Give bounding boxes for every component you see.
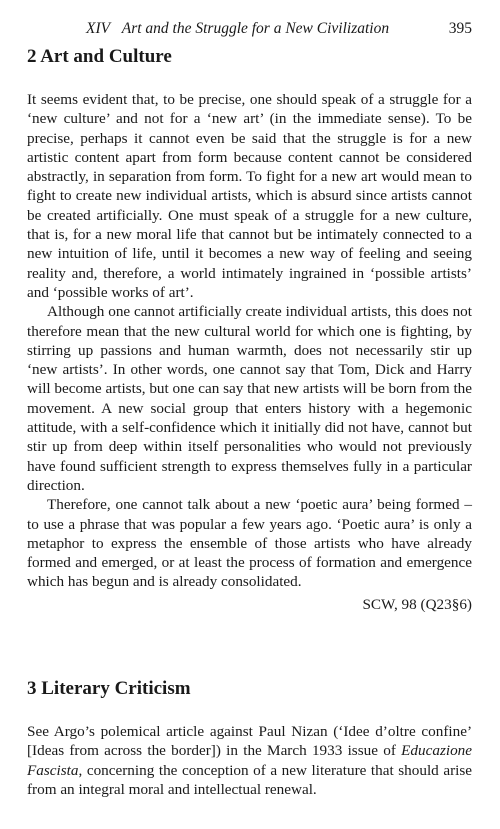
text-run: See Argo’s polemical article against Paul Nizan (‘Idee d’oltre confine’ [Ideas from across the border]) in the March 1933 issue of	[27, 723, 472, 760]
section-heading-literary-criticism: 3 Literary Criticism	[27, 678, 191, 699]
running-header	[86, 20, 472, 38]
citation: SCW, 98 (Q23§6)	[362, 595, 472, 613]
paragraph: Therefore, one cannot talk about a new ‘poetic aura’ being formed – to use a phrase that was popular a few years ago. ‘Poetic aura’ is only a metaphor to express the ensemble of those artists who have already formed and emerged, or at least the process of formation and emergence which has begun and is already consolidated.	[27, 496, 472, 591]
section-heading-art-and-culture: 2 Art and Culture	[27, 46, 172, 67]
section-body-art-and-culture	[27, 90, 472, 614]
chapter-title	[86, 20, 389, 38]
text-run: , concerning the conception of a new literature that should arise from an integral moral and intellectual renewal.	[27, 761, 472, 798]
chapter-title-text: Art and the Struggle for a New Civilization	[121, 20, 390, 37]
page-number: 395	[448, 20, 472, 37]
paragraph: It seems evident that, to be precise, one should speak of a struggle for a ‘new culture’ and not for a ‘new art’ (in the immediate sense). To be precise, perhaps it cannot even be said that the struggle is for a new artistic content apart from form because content cannot be considered abstractly, in separation from form. To fight for a new art would mean to fight to create new individual artists, which is absurd since artists cannot be created artificially. One must speak of a struggle for a new culture, that is, for a new moral life that cannot but be intimately connected to a new intuition of life, until it becomes a new way of feeling and seeing reality and, therefore, a world intimately ingrained in ‘possible artists’ and ‘possible works of art’.	[27, 91, 472, 301]
section-body-literary-criticism	[27, 722, 472, 799]
paragraph: Although one cannot artificially create individual artists, this does not therefore mean that the new cultural world for which one is fighting, by stirring up passions and human warmth, does not necessarily stir up ‘new artists’. In other words, one cannot say that Tom, Dick and Harry will become artists, but one can say that new artists will be born from the movement. A new social group that enters history with a hegemonic attitude, with a self-confidence which it initially did not have, cannot but stir up from deep within itself personalities who would not previously have found sufficient strength to express themselves fully in a particular direction.	[27, 303, 472, 494]
paragraph	[27, 722, 472, 799]
chapter-number: XIV	[86, 20, 111, 37]
journal-title: Educazione Fascista	[27, 742, 472, 779]
